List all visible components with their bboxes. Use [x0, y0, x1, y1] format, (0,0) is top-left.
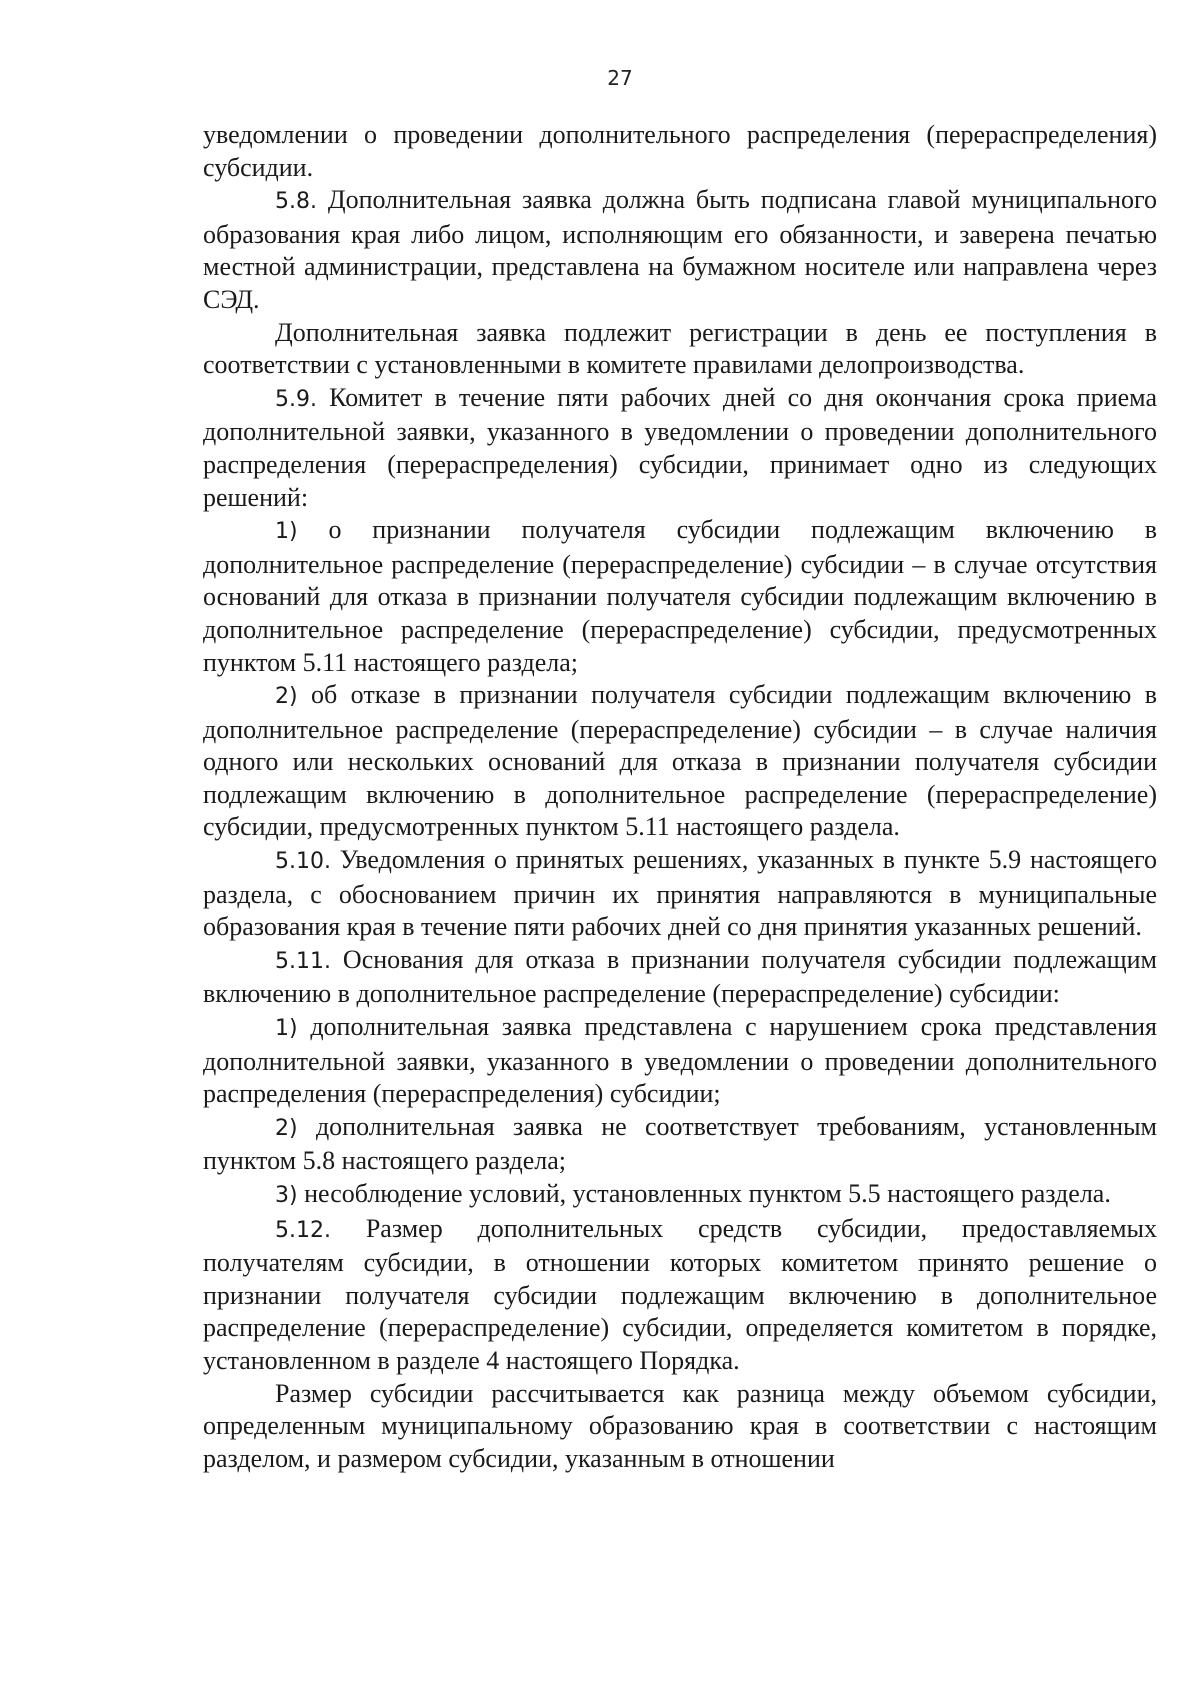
clause-number: 5.12. — [275, 1217, 331, 1243]
paragraph-5-9 — [203, 382, 1157, 514]
document-body — [203, 119, 1157, 1475]
paragraph-text: Комитет в течение пяти рабочих дней со дня окончания срока приема дополнительной заявки, указанного в уведомлении о проведении дополнительного распределения (перераспределения) субсидии, принимает одно из следующих решений: — [203, 382, 1157, 512]
paragraph-5-11-item-3 — [203, 1178, 1157, 1213]
paragraph-calculation — [203, 1378, 1157, 1476]
item-number: 1) — [275, 1016, 298, 1042]
paragraph-text: Дополнительная заявка подлежит регистрации в день ее поступления в соответствии с установленными в комитете правилами делопроизводства. — [203, 317, 1157, 380]
paragraph-5-10 — [203, 844, 1157, 944]
item-number: 2) — [275, 1115, 298, 1141]
paragraph-text: о признании получателя субсидии подлежащим включению в дополнительное распределение (перераспределение) субсидии – в случае отсутствия оснований для отказа в признании получателя субсидии подлежащим включению в дополнительное распределение (перераспределение) субсидии, предусмотренных пунктом 5.11 настоящего раздела; — [203, 515, 1158, 677]
paragraph-5-11 — [203, 944, 1157, 1011]
item-number: 2) — [275, 684, 298, 710]
paragraph-text: уведомлении о проведении дополнительного распределения (перераспределения) субсидии. — [203, 120, 1157, 182]
paragraph-text: Уведомления о принятых решениях, указанных в пункте 5.9 настоящего раздела, с обоснованием причин их принятия направляются в муниципальные образования края в течение пяти рабочих дней со дня принятия указанных решений. — [203, 845, 1158, 942]
paragraph-continuation — [203, 119, 1157, 184]
paragraph-5-9-item-1 — [203, 514, 1157, 679]
page-number: 27 — [607, 66, 633, 90]
clause-number: 5.10. — [275, 849, 331, 875]
item-number: 1) — [275, 519, 298, 545]
paragraph-text: об отказе в признании получателя субсидии подлежащим включению в дополнительное распределение (перераспределение) субсидии – в случае наличия одного или нескольких оснований для отказа в признании получателя субсидии подлежащим включению в дополнительное распределение (перераспределение) субсидии, предусмотренных пунктом 5.11 настоящего раздела. — [203, 680, 1158, 842]
paragraph-5-12 — [203, 1213, 1157, 1378]
clause-number: 5.11. — [275, 948, 331, 974]
paragraph-text: Основания для отказа в признании получателя субсидии подлежащим включению в дополнительное распределение (перераспределение) субсидии: — [203, 944, 1157, 1009]
item-number: 3) — [275, 1183, 298, 1208]
paragraph-text: Размер субсидии рассчитывается как разница между объемом субсидии, определенным муниципальному образованию края в соответствии с настоящим разделом, и размером субсидии, указанным в отношении — [203, 1378, 1157, 1473]
paragraph-text: несоблюдение условий, установленных пунктом 5.5 настоящего раздела. — [304, 1179, 1111, 1208]
paragraph-text: дополнительная заявка представлена с нарушением срока представления дополнительной заявки, указанного в уведомлении о проведении дополнительного распределения (перераспределения) субсидии; — [203, 1012, 1157, 1109]
paragraph-text: Дополнительная заявка должна быть подписана главой муниципального образования края либо лицом, исполняющим его обязанности, и заверена печатью местной администрации, представлена на бумажном носителе или направлена через СЭД. — [203, 185, 1157, 314]
clause-number: 5.9. — [275, 386, 317, 412]
paragraph-5-11-item-2 — [203, 1111, 1157, 1178]
paragraph-5-8 — [203, 184, 1157, 316]
paragraph-5-9-item-2 — [203, 679, 1157, 844]
paragraph-text: Размер дополнительных средств субсидии, предоставляемых получателям субсидии, в отношении которых комитетом принято решение о признании получателя субсидии подлежащим включению в дополнительное распределение (перераспределение) субсидии, определяется комитетом в порядке, установленном в разделе 4 настоящего Порядка. — [203, 1213, 1158, 1375]
paragraph-text: дополнительная заявка не соответствует требованиям, установленным пунктом 5.8 настоящего раздела; — [203, 1111, 1158, 1176]
paragraph-5-11-item-1 — [203, 1011, 1157, 1111]
clause-number: 5.8. — [275, 189, 317, 215]
paragraph-registration — [203, 317, 1157, 382]
